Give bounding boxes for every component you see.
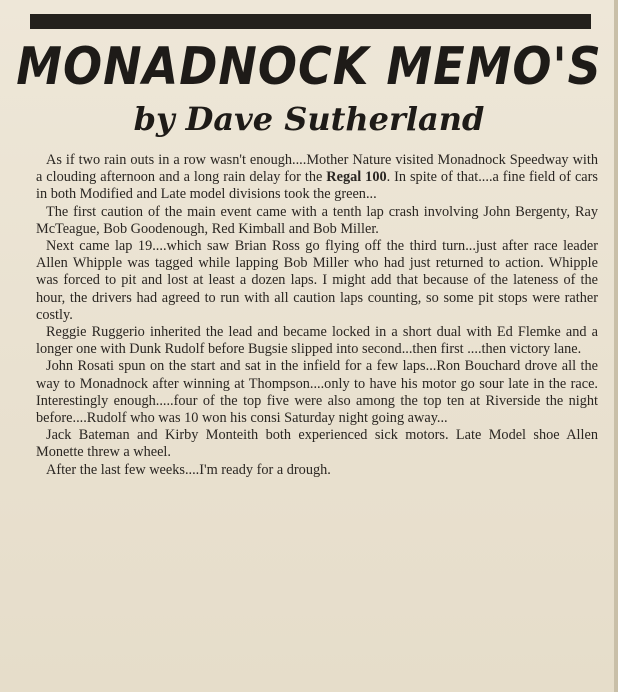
article-byline: by Dave Sutherland xyxy=(133,100,485,138)
article-body xyxy=(36,152,598,479)
article-title: MONADNOCK MEMO'S xyxy=(16,36,602,97)
paragraph-3: Next came lap 19....which saw Brian Ross go flying off the third turn...just after race leader Allen Whipple was tagged while lapping Bob Miller who had just returned to action. Whipple was forced to pit and lost at least a dozen laps. I might add that because of the lateness of the hour, the drivers had agreed to run with all caution laps counting, so some pit stops were rather costly. xyxy=(36,238,598,323)
race-name: Regal 100 xyxy=(326,169,387,186)
paragraph-1-text-start: As if two rain outs in a row wasn't enough....Mother Nature visited Monadnock Speedway with a clouding afternoon and a long rain delay for the xyxy=(36,152,598,186)
top-rule xyxy=(30,14,591,29)
paragraph-7: After the last few weeks....I'm ready for a drough. xyxy=(46,461,331,478)
paragraph-2: The first caution of the main event came with a tenth lap crash involving John Bergenty, Ray McTeague, Bob Goodenough, Red Kimball and Bob Miller. xyxy=(36,203,598,237)
paragraph-1-text-end: . In spite of that....a fine field of cars in both Modified and Late model divisions took the green... xyxy=(36,169,598,203)
paragraph-6: Jack Bateman and Kirby Monteith both experienced sick motors. Late Model shoe Allen Monette threw a wheel. xyxy=(36,427,598,461)
paragraph-5: John Rosati spun on the start and sat in the infield for a few laps...Ron Bouchard drove all the way to Monadnock after winning at Thompson....only to have his motor go sour late in the race. Interestingly enough.....four of the top five were also among the top ten at Riverside the night before....Rudolf who was 10 won his consi Saturday night going away... xyxy=(36,358,598,427)
paragraph-1 xyxy=(36,152,598,204)
paragraph-4: Reggie Ruggerio inherited the lead and became locked in a short dual with Ed Flemke and a longer one with Dunk Rudolf before Bugsie slipped into second...then first ....then victory lane. xyxy=(36,324,598,358)
